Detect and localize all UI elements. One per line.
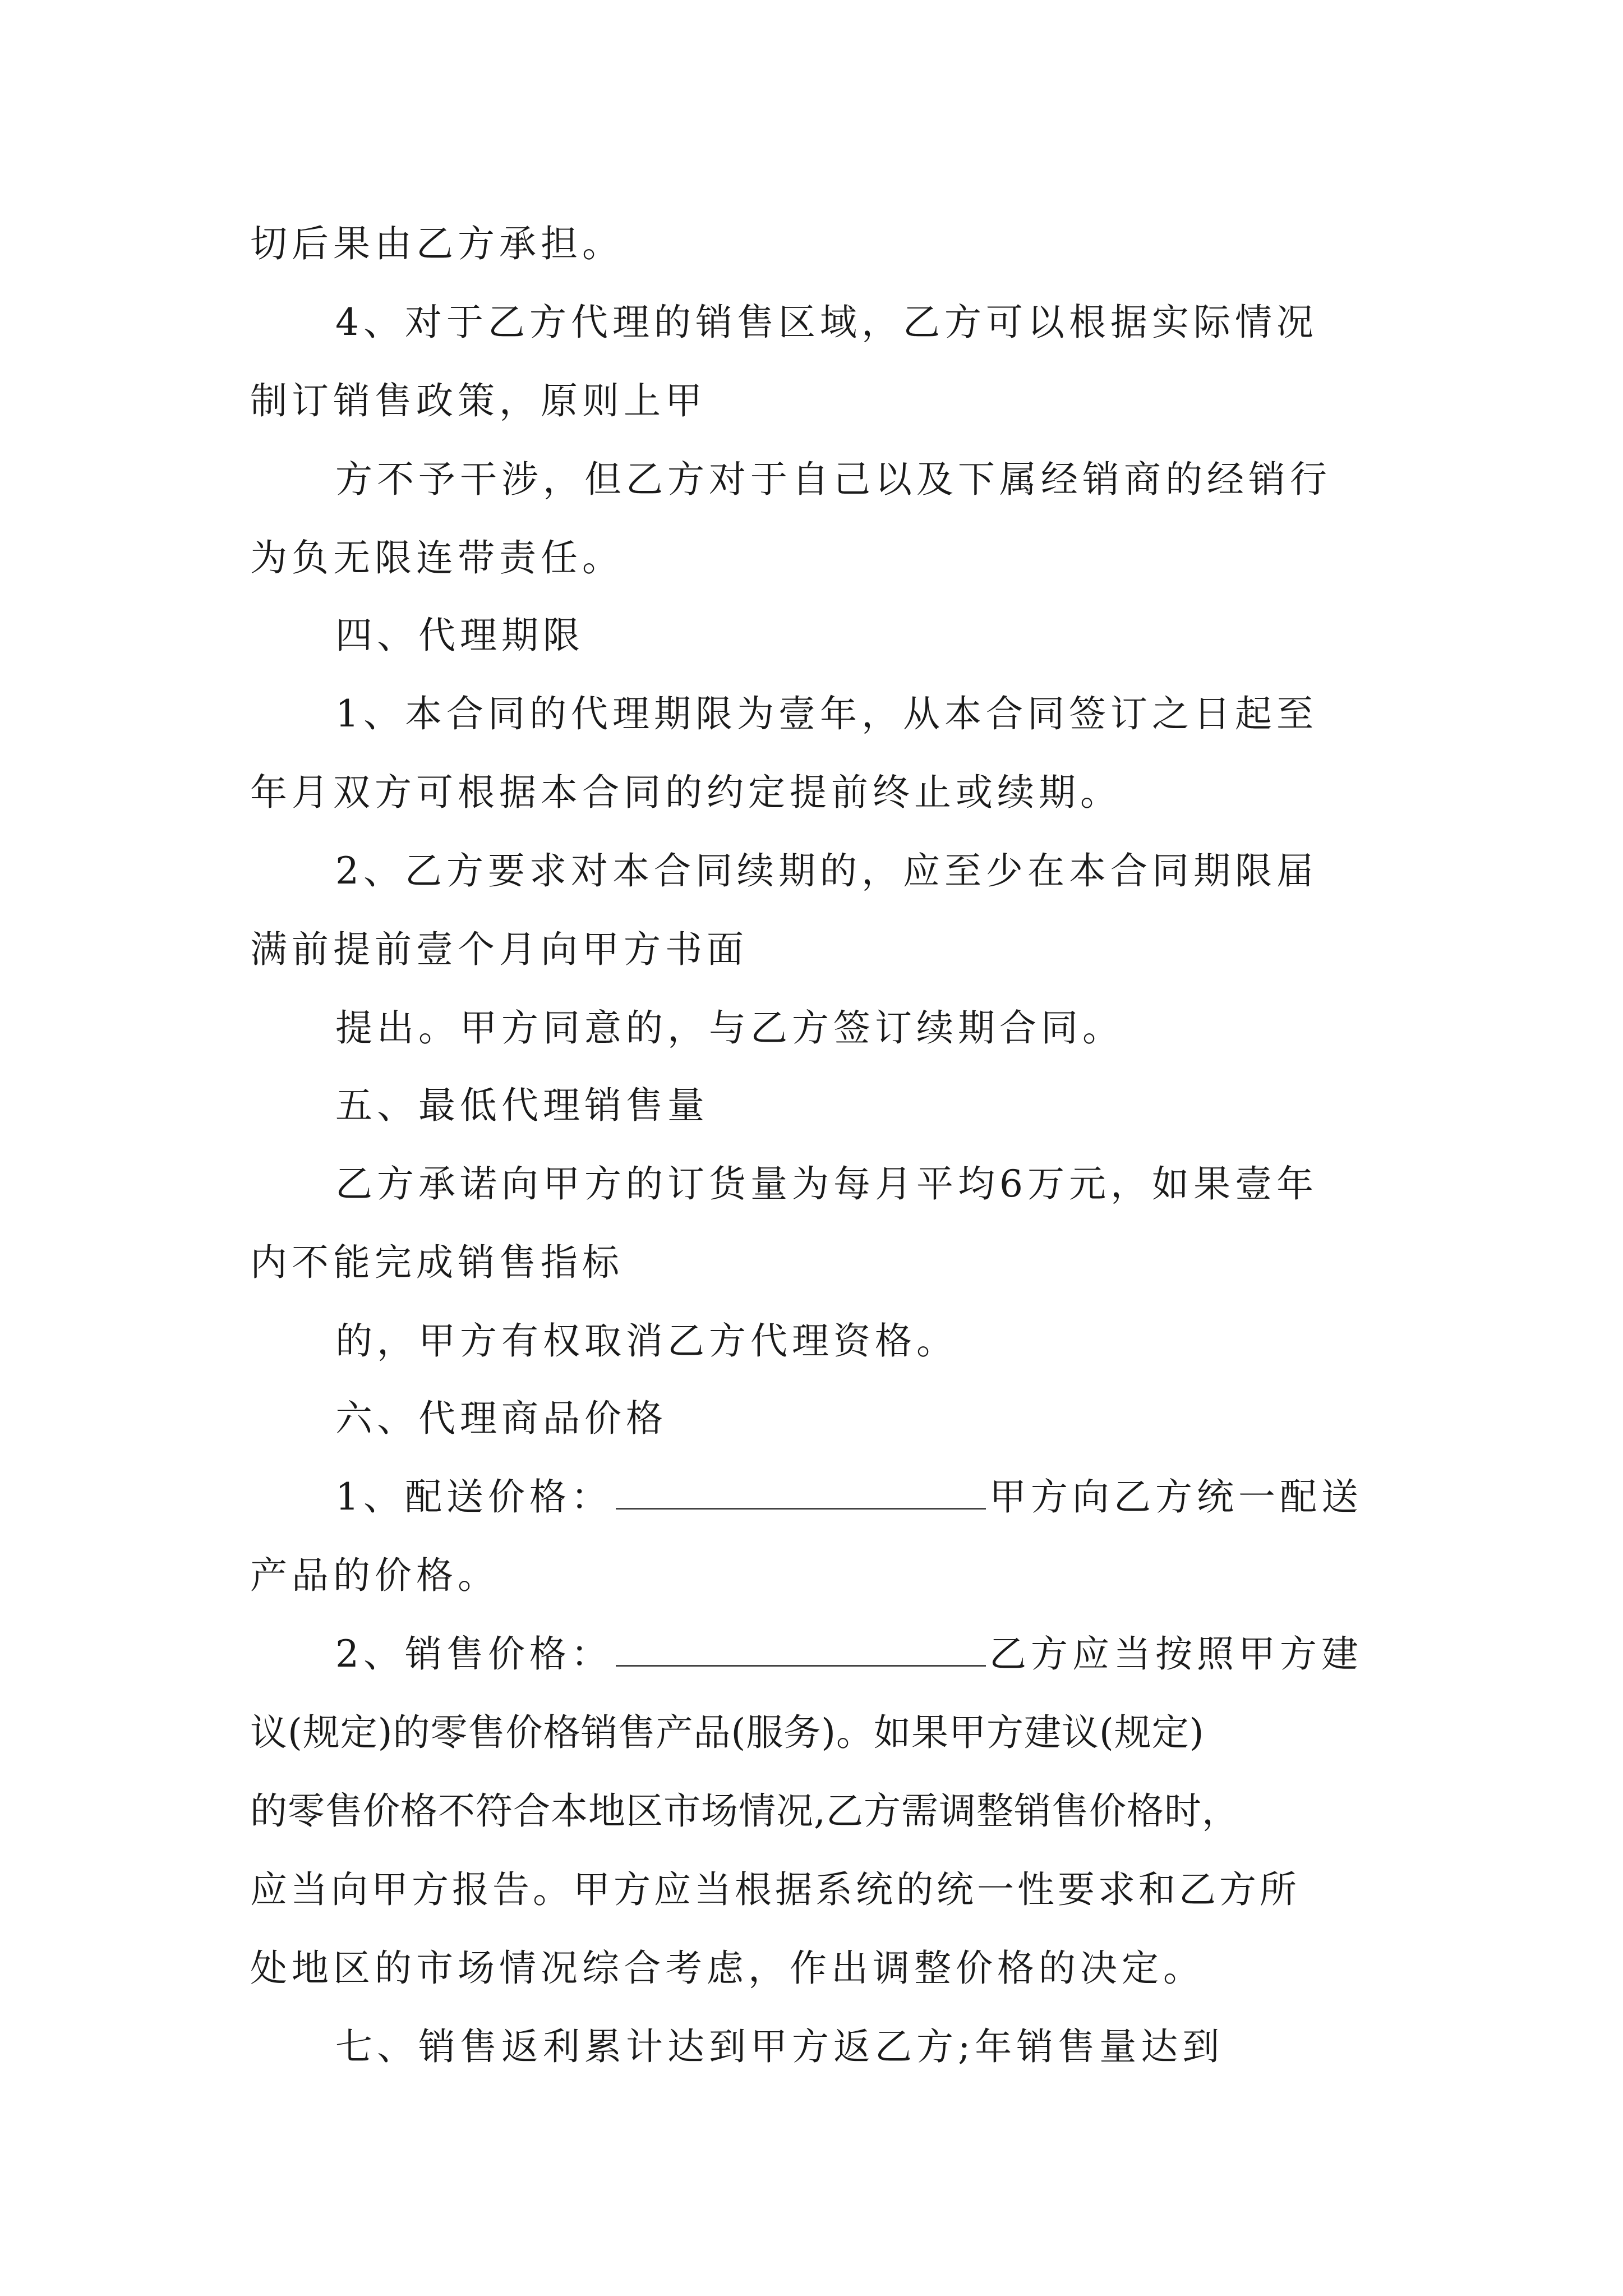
- section-heading: 五、最低代理销售量: [335, 1084, 709, 1127]
- text-line: 切后果由乙方承担。: [250, 222, 624, 265]
- text-line: 应当向甲方报告。甲方应当根据系统的统一性要求和乙方所: [250, 1868, 1300, 1911]
- text-line: 产品的价格。: [250, 1554, 499, 1597]
- price-line-sales: [335, 1632, 1363, 1677]
- text-line: 满前提前壹个月向甲方书面: [250, 928, 748, 971]
- text-line: 的，甲方有权取消乙方代理资格。: [335, 1319, 958, 1363]
- text-line: 4、对于乙方代理的销售区域，乙方可以根据实际情况: [335, 301, 1318, 344]
- text-line: 2、乙方要求对本合同续期的，应至少在本合同期限届: [335, 849, 1318, 892]
- price-line-delivery: [335, 1475, 1363, 1520]
- delivery-price-text: 甲方向乙方统一配送: [989, 1475, 1363, 1519]
- text-line: 乙方承诺向甲方的订货量为每月平均6万元，如果壹年: [335, 1162, 1318, 1205]
- text-line: 内不能完成销售指标: [250, 1241, 624, 1284]
- sales-price-text: 乙方应当按照甲方建: [989, 1632, 1363, 1676]
- text-line: 为负无限连带责任。: [250, 536, 624, 579]
- text-line: 方不予干涉，但乙方对于自己以及下属经销商的经销行: [335, 458, 1331, 501]
- sales-price-label: 2、销售价格：: [335, 1632, 612, 1676]
- text-line: 提出。甲方同意的，与乙方签订续期合同。: [335, 1006, 1124, 1050]
- text-line: 的零售价格不符合本地区市场情况,乙方需调整销售价格时，: [250, 1789, 1239, 1833]
- section-heading: 六、代理商品价格: [335, 1397, 667, 1440]
- sales-price-blank: [616, 1634, 986, 1667]
- text-line: 议(规定)的零售价格销售产品(服务)。如果甲方建议(规定): [250, 1711, 1205, 1754]
- text-line: 处地区的市场情况综合考虑，作出调整价格的决定。: [250, 1947, 1205, 1990]
- section-heading: 七、销售返利累计达到甲方返乙方;年销售量达到: [335, 2025, 1224, 2068]
- text-line: 制订销售政策，原则上甲: [250, 379, 707, 422]
- delivery-price-blank: [616, 1476, 986, 1510]
- text-line: 1、本合同的代理期限为壹年，从本合同签订之日起至: [335, 692, 1318, 735]
- delivery-price-label: 1、配送价格：: [335, 1475, 612, 1519]
- text-line: 年月双方可根据本合同的约定提前终止或续期。: [250, 771, 1122, 814]
- section-heading: 四、代理期限: [335, 614, 584, 657]
